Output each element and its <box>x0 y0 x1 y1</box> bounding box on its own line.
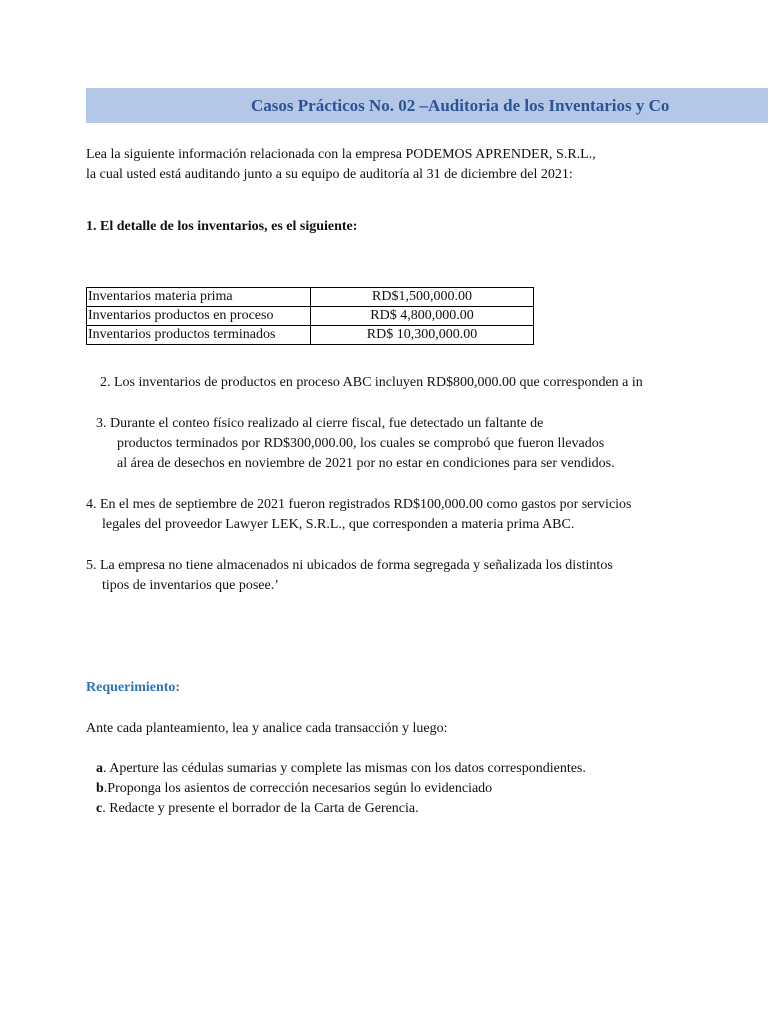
inventory-table <box>86 287 534 345</box>
requirement-intro: Ante cada planteamiento, lea y analice cada transacción y luego: <box>86 721 448 736</box>
item-5-line-1: 5. La empresa no tiene almacenados ni ubicados de forma segregada y señalizada los distintos <box>86 558 613 573</box>
inventory-label: Inventarios productos terminados <box>87 326 311 345</box>
intro-line-2: la cual usted está auditando junto a su equipo de auditoría al 31 de diciembre del 2021: <box>86 167 573 182</box>
table-row <box>87 326 534 345</box>
requirement-item-a <box>96 760 586 778</box>
requirement-item-b <box>96 780 492 798</box>
intro-line-1: Lea la siguiente información relacionada con la empresa PODEMOS APRENDER, S.R.L., <box>86 147 596 162</box>
title-bar <box>86 88 768 123</box>
item-3-line-3: al área de desechos en noviembre de 2021 por no estar en condiciones para ser vendidos. <box>117 456 615 471</box>
item-letter: c <box>96 801 103 816</box>
item-text: . Redacte y presente el borrador de la Carta de Gerencia. <box>102 801 419 816</box>
requirement-heading: Requerimiento: <box>86 680 181 695</box>
item-text: .Proponga los asientos de corrección necesarios según lo evidenciado <box>103 781 493 796</box>
item-4-line-2: legales del proveedor Lawyer LEK, S.R.L., que corresponden a materia prima ABC. <box>102 517 575 532</box>
table-row <box>87 288 534 307</box>
inventory-value: RD$1,500,000.00 <box>311 288 534 307</box>
item-4-line-1: 4. En el mes de septiembre de 2021 fueron registrados RD$100,000.00 como gastos por servicios <box>86 497 632 512</box>
item-letter: a <box>96 761 103 776</box>
item-2-line-1: 2. Los inventarios de productos en proceso ABC incluyen RD$800,000.00 que corresponden a in <box>100 375 643 390</box>
table-row <box>87 307 534 326</box>
inventory-value: RD$ 4,800,000.00 <box>311 307 534 326</box>
document-title: Casos Prácticos No. 02 –Auditoria de los Inventarios y Co <box>251 96 670 115</box>
inventory-label: Inventarios productos en proceso <box>87 307 311 326</box>
inventory-value: RD$ 10,300,000.00 <box>311 326 534 345</box>
item-text: . Aperture las cédulas sumarias y complete las mismas con los datos correspondientes. <box>103 761 586 776</box>
inventory-label: Inventarios materia prima <box>87 288 311 307</box>
item-5-line-2: tipos de inventarios que posee.’ <box>102 578 279 593</box>
item-3-line-1: 3. Durante el conteo físico realizado al cierre fiscal, fue detectado un faltante de <box>96 416 544 431</box>
item-3-line-2: productos terminados por RD$300,000.00, los cuales se comprobó que fueron llevados <box>117 436 605 451</box>
section-1-heading: 1. El detalle de los inventarios, es el siguiente: <box>86 219 358 234</box>
item-letter: b <box>96 781 104 796</box>
requirement-item-c <box>96 800 419 818</box>
